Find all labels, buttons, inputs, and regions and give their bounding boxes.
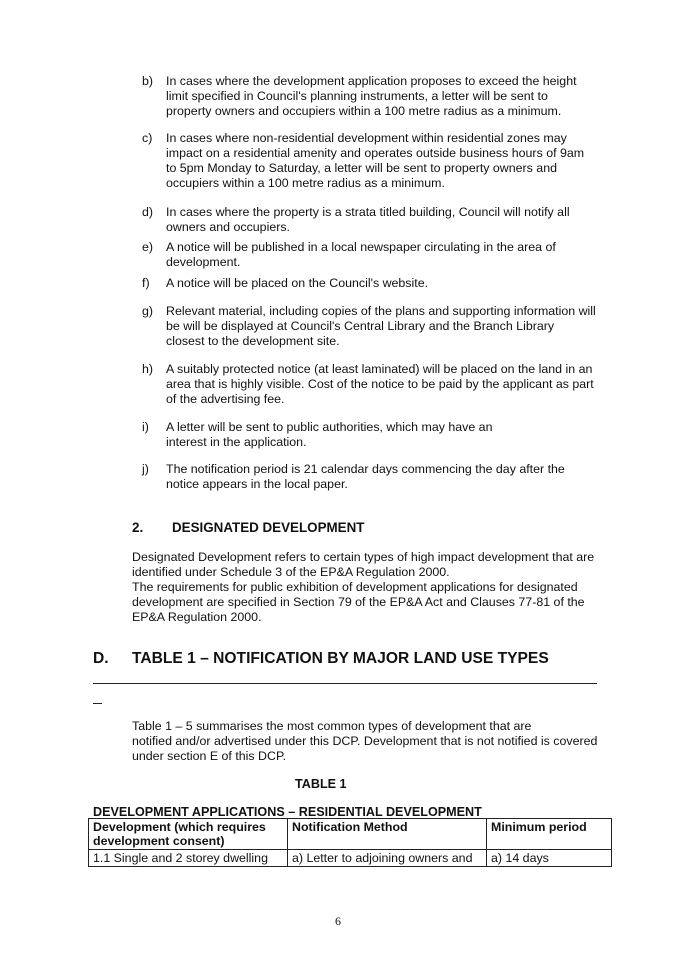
list-item-label: g) — [142, 304, 154, 318]
text-line: area that is highly visible. Cost of the notice to be paid by the applicant as part — [166, 377, 594, 391]
text-line: Designated Development refers to certain types of high impact development that are — [132, 550, 595, 564]
text-line: A notice will be published in a local newspaper circulating in the area of — [166, 240, 556, 254]
text-line: of the advertising fee. — [166, 392, 285, 406]
text-line: under section E of this DCP. — [132, 749, 287, 763]
table-cell: a) Letter to adjoining owners and — [288, 850, 487, 867]
text-line: limit specified in Council's planning instruments, a letter will be sent to — [166, 89, 548, 103]
list-item-text — [166, 462, 602, 492]
text-line: The requirements for public exhibition of development applications for designated — [132, 580, 578, 594]
list-item — [142, 362, 602, 407]
list-item-text — [166, 205, 602, 235]
text-line: development are specified in Section 79 of the EP&A Act and Clauses 77-81 of the — [132, 595, 585, 609]
text-line: closest to the development site. — [166, 334, 340, 348]
text-line: impact on a residential amenity and operates outside business hours of 9am — [166, 146, 585, 160]
text-line: A letter will be sent to public authorities, which may have an — [166, 420, 493, 434]
section-heading: TABLE 1 – NOTIFICATION BY MAJOR LAND USE TYPES — [132, 650, 549, 667]
text-line: to 5pm Monday to Saturday, a letter will be sent to property owners and — [166, 161, 557, 175]
list-item-label: c) — [142, 131, 153, 145]
list-item — [142, 205, 602, 235]
text-line: development. — [166, 255, 241, 269]
table-header-cell: Minimum period — [487, 819, 612, 850]
text-line: A suitably protected notice (at least laminated) will be placed on the land in an — [166, 362, 593, 376]
table-header-row — [89, 819, 612, 850]
text-line: Relevant material, including copies of the plans and supporting information will — [166, 304, 596, 318]
table-header-cell: Notification Method — [288, 819, 487, 850]
section-paragraph — [132, 550, 602, 625]
text-line: notice appears in the local paper. — [166, 477, 348, 491]
text-line: occupiers within a 100 metre radius as a minimum. — [166, 176, 445, 190]
list-item-label: e) — [142, 240, 154, 254]
list-item-label: b) — [142, 74, 154, 88]
table-cell: 1.1 Single and 2 storey dwelling — [89, 850, 288, 867]
table-title: TABLE 1 — [295, 777, 347, 791]
dash-mark — [93, 703, 102, 704]
list-item — [142, 276, 602, 291]
list-item-label: j) — [142, 462, 149, 476]
text-line: Table 1 – 5 summarises the most common types of development that are — [132, 719, 532, 733]
text-line: notified and/or advertised under this DCP. Development that is not notified is covered — [132, 734, 598, 748]
text-line: In cases where the development application proposes to exceed the height — [166, 74, 577, 88]
list-item-label: f) — [142, 276, 150, 290]
text-line: In cases where non-residential development within residential zones may — [166, 131, 567, 145]
list-item — [142, 131, 602, 191]
list-item-label: d) — [142, 205, 154, 219]
text-line: interest in the application. — [166, 435, 307, 449]
text-line: property owners and occupiers within a 100 metre radius as a minimum. — [166, 104, 562, 118]
heading-rule — [93, 683, 597, 684]
list-item-text — [166, 420, 602, 450]
table-row — [89, 850, 612, 867]
list-item — [142, 240, 602, 270]
text-line: owners and occupiers. — [166, 220, 290, 234]
list-item-text — [166, 240, 602, 270]
list-item — [142, 74, 602, 119]
list-item-text — [166, 276, 602, 291]
list-item-label: i) — [142, 420, 149, 434]
list-item-text — [166, 304, 602, 349]
text-line: identified under Schedule 3 of the EP&A Regulation 2000. — [132, 565, 450, 579]
list-item — [142, 462, 602, 492]
page-number: 6 — [335, 914, 341, 928]
development-table — [88, 818, 612, 867]
table-caption: DEVELOPMENT APPLICATIONS – RESIDENTIAL DEVELOPMENT — [93, 805, 482, 819]
section-paragraph — [132, 719, 602, 764]
list-item-label: h) — [142, 362, 154, 376]
section-heading: DESIGNATED DEVELOPMENT — [172, 520, 365, 535]
section-number: 2. — [132, 520, 144, 535]
text-line: EP&A Regulation 2000. — [132, 610, 262, 624]
section-letter: D. — [93, 650, 109, 667]
table-cell: a) 14 days — [487, 850, 612, 867]
text-line: The notification period is 21 calendar days commencing the day after the — [166, 462, 565, 476]
list-item-text — [166, 131, 602, 191]
list-item — [142, 304, 602, 349]
list-item-text — [166, 74, 602, 119]
text-line: A notice will be placed on the Council's website. — [166, 276, 429, 290]
text-line: In cases where the property is a strata titled building, Council will notify all — [166, 205, 570, 219]
list-item-text — [166, 362, 602, 407]
table-header-cell: Development (which requires development consent) — [89, 819, 288, 850]
text-line: be will be displayed at Council's Central Library and the Branch Library — [166, 319, 555, 333]
list-item — [142, 420, 602, 450]
